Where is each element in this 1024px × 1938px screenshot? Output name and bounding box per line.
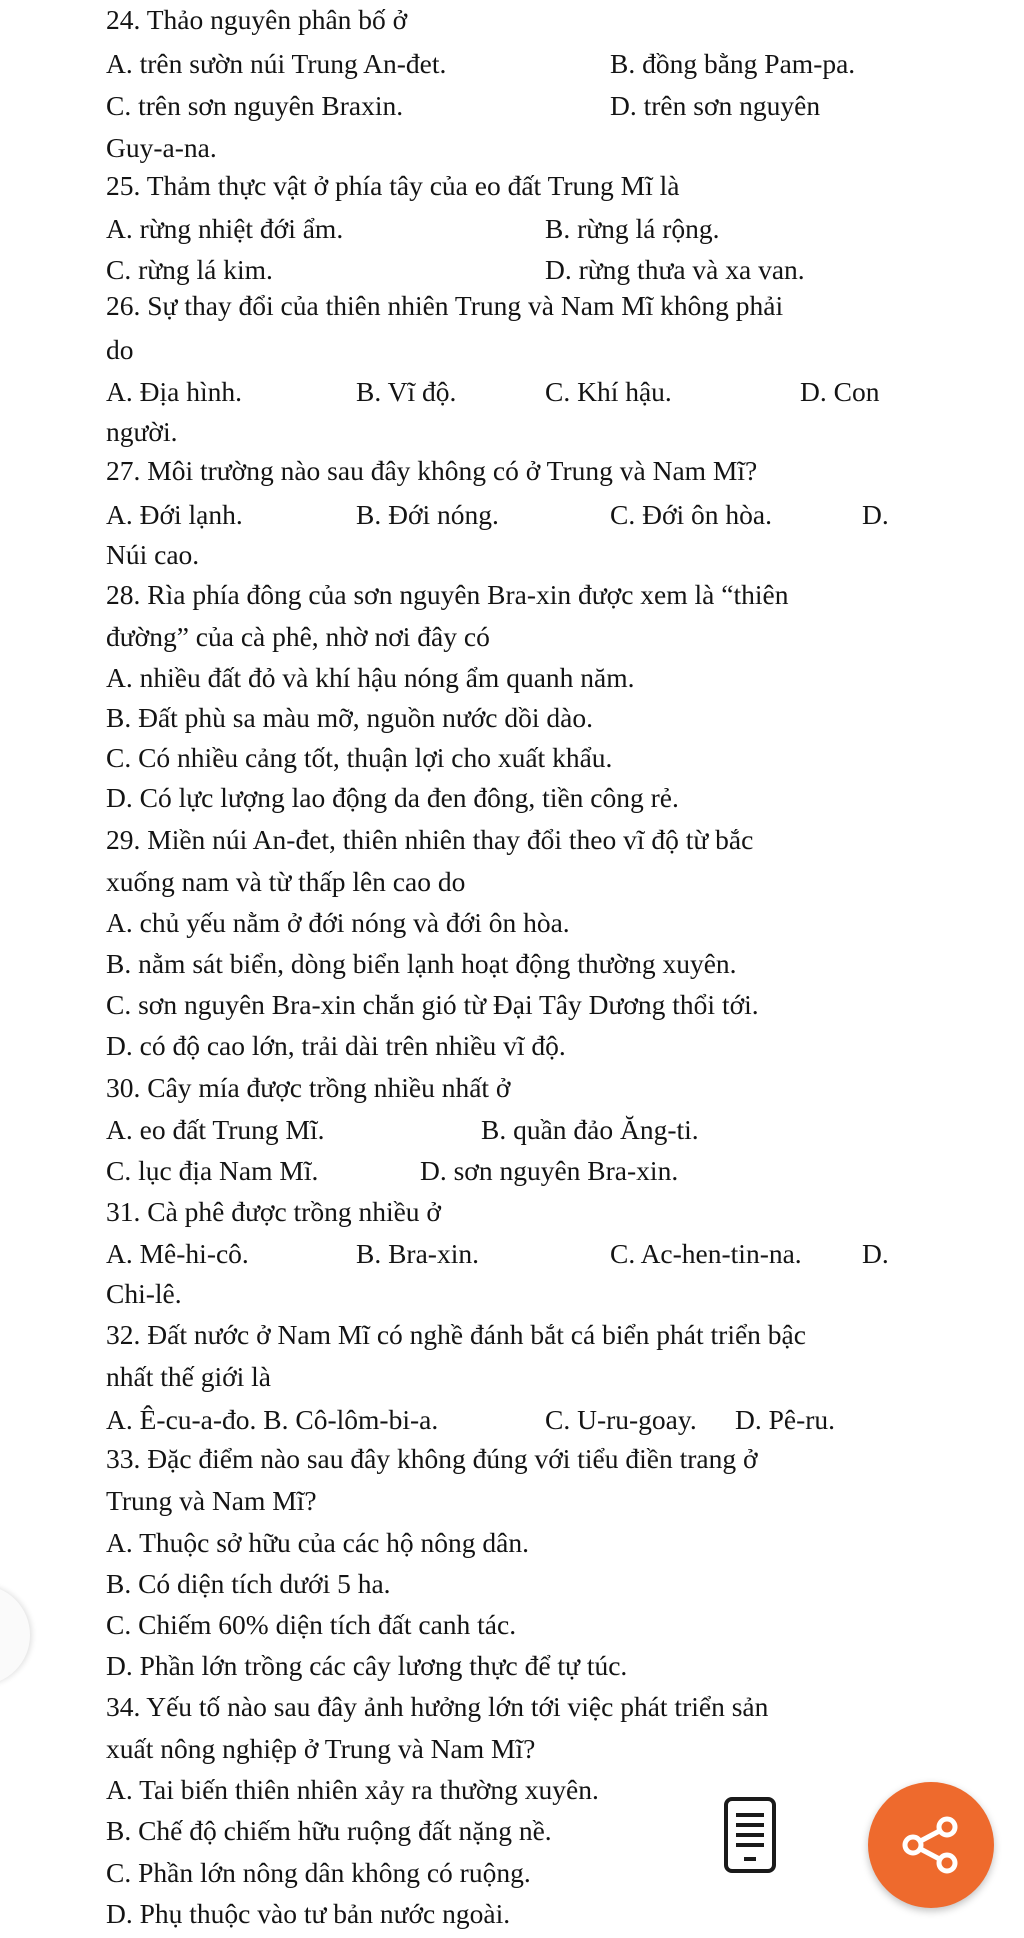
- q28-option-c: C. Có nhiều cảng tốt, thuận lợi cho xuất khẩu.: [106, 742, 613, 773]
- q26-option-c: C. Khí hậu.: [545, 376, 672, 407]
- q24-option-d-cont: Guy-a-na.: [106, 132, 217, 163]
- q30-option-c: C. lục địa Nam Mĩ.: [106, 1155, 319, 1186]
- q34-option-b: B. Chế độ chiếm hữu ruộng đất nặng nề.: [106, 1815, 552, 1846]
- q28-option-d: D. Có lực lượng lao động da đen đông, tiền công rẻ.: [106, 782, 679, 813]
- q29-stem-line1: 29. Miền núi An-đet, thiên nhiên thay đổi theo vĩ độ từ bắc: [106, 824, 754, 855]
- q31-option-d-cont: Chi-lê.: [106, 1278, 182, 1309]
- q31-option-b: B. Bra-xin.: [356, 1238, 479, 1269]
- q29-option-c: C. sơn nguyên Bra-xin chắn gió từ Đại Tây Dương thổi tới.: [106, 989, 759, 1020]
- q31-option-c: C. Ac-hen-tin-na.: [610, 1238, 802, 1269]
- q26-option-a: A. Địa hình.: [106, 376, 242, 407]
- q33-stem-line1: 33. Đặc điểm nào sau đây không đúng với tiểu điền trang ở: [106, 1443, 758, 1474]
- q29-option-d: D. có độ cao lớn, trải dài trên nhiều vĩ độ.: [106, 1030, 566, 1061]
- q33-option-c: C. Chiếm 60% diện tích đất canh tác.: [106, 1609, 517, 1640]
- q33-option-a: A. Thuộc sở hữu của các hộ nông dân.: [106, 1527, 530, 1558]
- q30-option-a: A. eo đất Trung Mĩ.: [106, 1114, 325, 1145]
- q24-option-c: C. trên sơn nguyên Braxin.: [106, 90, 404, 121]
- q33-option-b: B. Có diện tích dưới 5 ha.: [106, 1568, 391, 1599]
- q31-option-d: D.: [862, 1238, 889, 1269]
- document-outline-icon: [720, 1795, 780, 1875]
- q27-option-d: D.: [862, 499, 889, 530]
- q28-option-a: A. nhiều đất đỏ và khí hậu nóng ẩm quanh năm.: [106, 662, 635, 693]
- q30-option-b: B. quần đảo Ăng-ti.: [481, 1114, 699, 1145]
- q26-option-d-cont: người.: [106, 416, 178, 447]
- q29-option-a: A. chủ yếu nằm ở đới nóng và đới ôn hòa.: [106, 907, 570, 938]
- q25-option-d: D. rừng thưa và xa van.: [545, 254, 805, 285]
- q34-option-c: C. Phần lớn nông dân không có ruộng.: [106, 1857, 531, 1888]
- q26-option-b: B. Vĩ độ.: [356, 376, 457, 407]
- q31-stem: 31. Cà phê được trồng nhiều ở: [106, 1196, 441, 1227]
- q25-option-a: A. rừng nhiệt đới ẩm.: [106, 213, 344, 244]
- q26-stem-line2: do: [106, 334, 134, 365]
- q27-option-a: A. Đới lạnh.: [106, 499, 243, 530]
- q27-option-d-cont: Núi cao.: [106, 539, 200, 570]
- q25-stem: 25. Thảm thực vật ở phía tây của eo đất Trung Mĩ là: [106, 170, 680, 201]
- q33-option-d: D. Phần lớn trồng các cây lương thực để tự túc.: [106, 1650, 628, 1681]
- q30-stem: 30. Cây mía được trồng nhiều nhất ở: [106, 1072, 511, 1103]
- q24-stem: 24. Thảo nguyên phân bố ở: [106, 4, 408, 35]
- q32-stem-line1: 32. Đất nước ở Nam Mĩ có nghề đánh bắt cá biển phát triển bậc: [106, 1319, 806, 1350]
- q32-option-d: D. Pê-ru.: [735, 1404, 836, 1435]
- q27-stem: 27. Môi trường nào sau đây không có ở Trung và Nam Mĩ?: [106, 455, 758, 486]
- q29-option-b: B. nằm sát biển, dòng biển lạnh hoạt động thường xuyên.: [106, 948, 737, 979]
- q28-option-b: B. Đất phù sa màu mỡ, nguồn nước dồi dào.: [106, 702, 593, 733]
- q31-option-a: A. Mê-hi-cô.: [106, 1238, 249, 1269]
- q28-stem-line2: đường” của cà phê, nhờ nơi đây có: [106, 621, 490, 652]
- q32-option-ab: A. Ê-cu-a-đo. B. Cô-lôm-bi-a.: [106, 1404, 439, 1435]
- q33-stem-line2: Trung và Nam Mĩ?: [106, 1485, 317, 1516]
- share-icon: [899, 1813, 963, 1877]
- q25-option-b: B. rừng lá rộng.: [545, 213, 720, 244]
- share-button[interactable]: [868, 1782, 994, 1908]
- document-outline-button[interactable]: [720, 1795, 780, 1875]
- q34-stem-line1: 34. Yếu tố nào sau đây ảnh hưởng lớn tới việc phát triển sản: [106, 1691, 769, 1722]
- q34-stem-line2: xuất nông nghiệp ở Trung và Nam Mĩ?: [106, 1733, 536, 1764]
- q24-option-a: A. trên sườn núi Trung An-đet.: [106, 48, 447, 79]
- q27-option-b: B. Đới nóng.: [356, 499, 499, 530]
- q34-option-d: D. Phụ thuộc vào tư bản nước ngoài.: [106, 1898, 511, 1929]
- q29-stem-line2: xuống nam và từ thấp lên cao do: [106, 866, 466, 897]
- q30-option-d: D. sơn nguyên Bra-xin.: [420, 1155, 679, 1186]
- q26-stem-line1: 26. Sự thay đổi của thiên nhiên Trung và Nam Mĩ không phải: [106, 290, 784, 321]
- q24-option-b: B. đồng bằng Pam-pa.: [610, 48, 856, 79]
- q34-option-a: A. Tai biến thiên nhiên xảy ra thường xuyên.: [106, 1774, 599, 1805]
- q32-option-c: C. U-ru-goay.: [545, 1404, 697, 1435]
- q24-option-d: D. trên sơn nguyên: [610, 90, 821, 121]
- q25-option-c: C. rừng lá kim.: [106, 254, 273, 285]
- q28-stem-line1: 28. Rìa phía đông của sơn nguyên Bra-xin được xem là “thiên: [106, 579, 789, 610]
- q27-option-c: C. Đới ôn hòa.: [610, 499, 772, 530]
- q26-option-d: D. Con: [800, 376, 880, 407]
- q32-stem-line2: nhất thế giới là: [106, 1361, 271, 1392]
